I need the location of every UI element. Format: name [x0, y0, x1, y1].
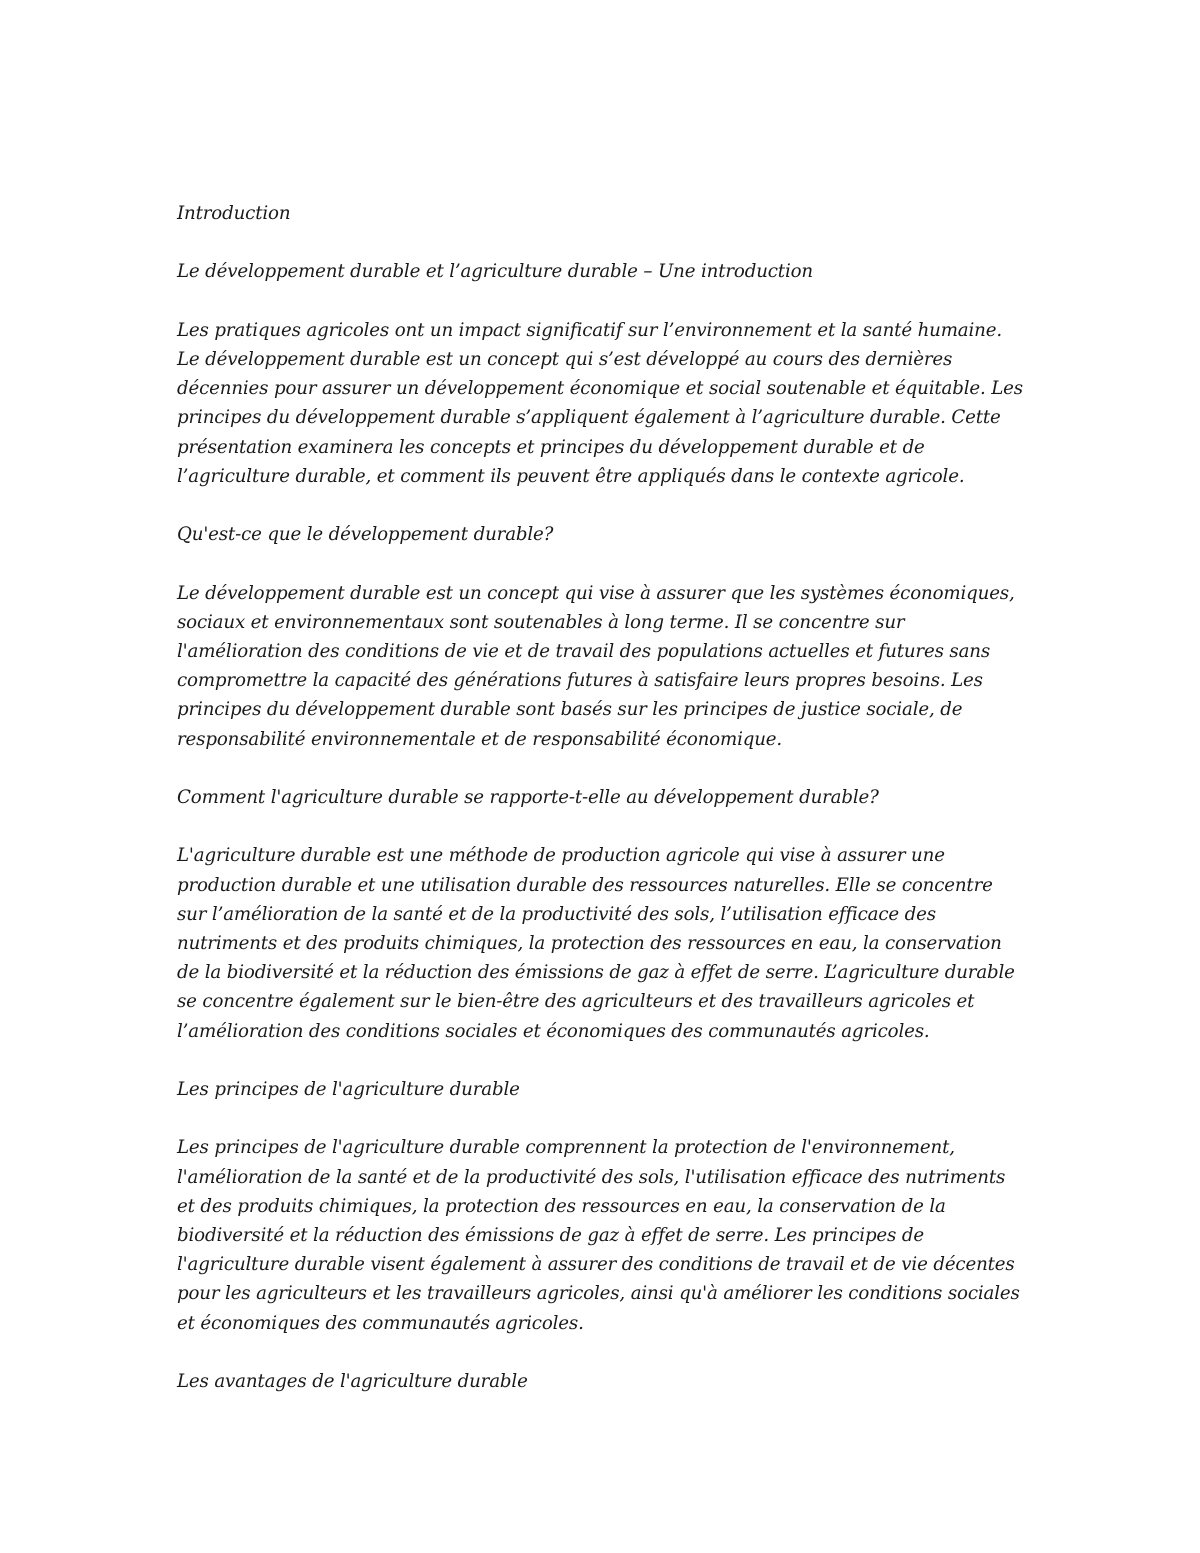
relation-paragraph: L'agriculture durable est une méthode de production agricole qui vise à assurer une production durable et une utilisation durable des ressources naturelles. Elle se concentre sur l’amélioration de la santé et de la productivité des sols, l’utilisation efficace des nutriments et des produits chimiques, la protection des ressources en eau, la conservation de la biodiversité et la réduction des émissions de gaz à effet de serre. L’agriculture durable se concentre également sur le bien-être des agriculteurs et des travailleurs agricoles et l’amélioration des conditions sociales et économiques des communautés agricoles. [177, 845, 1015, 1042]
document-body [177, 199, 1027, 1425]
section-heading-what-is-sustainable-development: Qu'est-ce que le développement durable? [177, 524, 554, 546]
principles-paragraph: Les principes de l'agriculture durable comprennent la protection de l'environnement, l'amélioration de la santé et de la productivité des sols, l'utilisation efficace des nutriments et des produits chimiques, la protection des ressources en eau, la conservation de la biodiversité et la réduction des émissions de gaz à effet de serre. Les principes de l'agriculture durable visent également à assurer des conditions de travail et de vie décentes pour les agriculteurs et les travailleurs agricoles, ainsi qu'à améliorer les conditions sociales et économiques des communautés agricoles. [177, 1137, 1020, 1334]
section-heading-introduction: Introduction [177, 203, 291, 224]
sustainable-development-paragraph: Le développement durable est un concept qui vise à assurer que les systèmes économiques, sociaux et environnementaux sont soutenables à long terme. Il se concentre sur l'amélioration des conditions de vie et de travail des populations actuelles et futures sans compromettre la capacité des générations futures à satisfaire leurs propres besoins. Les principes du développement durable sont basés sur les principes de justice sociale, de responsabilité environnementale et de responsabilité économique. [177, 582, 1015, 750]
document-title: Le développement durable et l’agriculture durable – Une introduction [177, 261, 813, 283]
section-heading-advantages: Les avantages de l'agriculture durable [177, 1370, 528, 1392]
section-heading-principles: Les principes de l'agriculture durable [177, 1078, 520, 1100]
section-heading-relation: Comment l'agriculture durable se rapporte-t-elle au développement durable? [177, 786, 879, 808]
intro-paragraph: Les pratiques agricoles ont un impact significatif sur l’environnement et la santé humaine. Le développement durable est un concept qui s’est développé au cours des dernières décennies pour assurer un développement économique et social soutenable et équitable. Les principes du développement durable s’appliquent également à l’agriculture durable. Cette présentation examinera les concepts et principes du développement durable et de l’agriculture durable, et comment ils peuvent être appliqués dans le contexte agricole. [177, 319, 1023, 487]
